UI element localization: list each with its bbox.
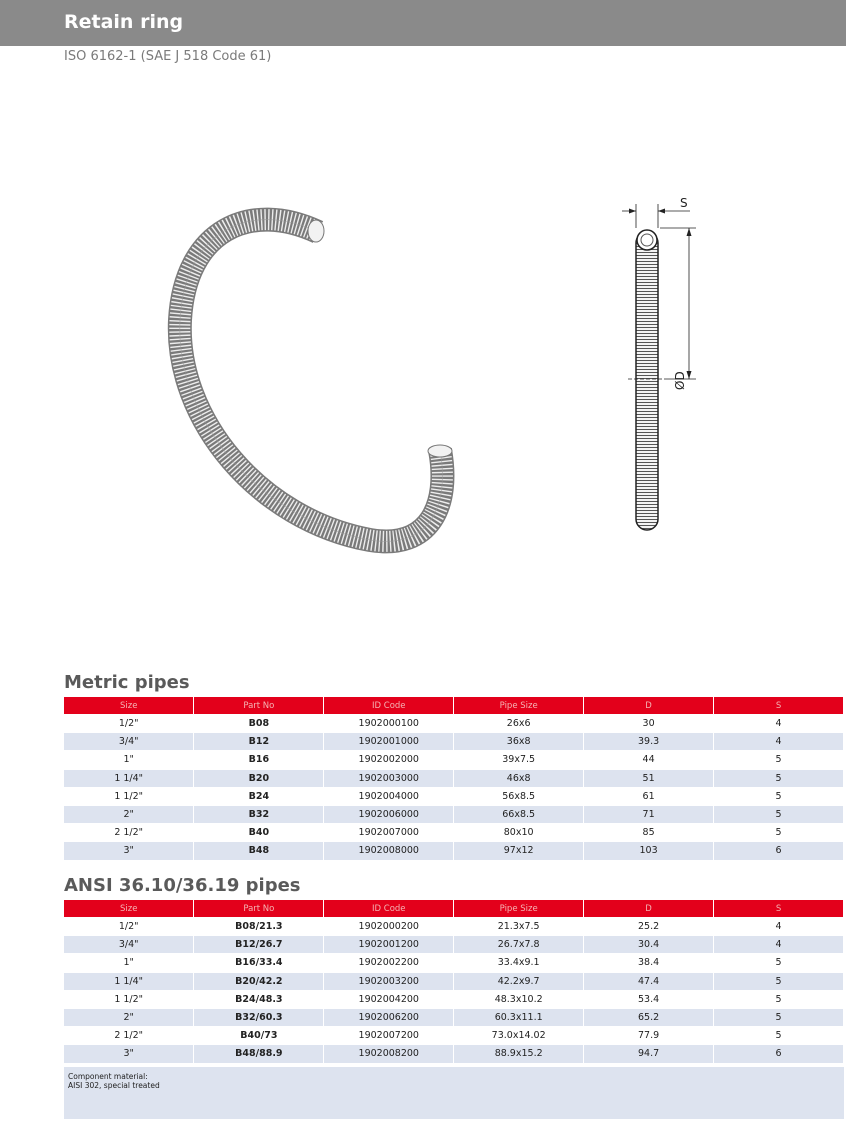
cell-id-code: 1902006000: [324, 805, 454, 823]
cell-s: 5: [714, 787, 844, 805]
cell-size: 3": [64, 1045, 194, 1063]
cell-id-code: 1902003200: [324, 972, 454, 990]
cell-s: 5: [714, 954, 844, 972]
table-row: [64, 1008, 844, 1026]
cell-d: 39.3: [584, 733, 714, 751]
column-header-pipe-size: Pipe Size: [454, 900, 584, 918]
table-row: [64, 936, 844, 954]
cell-id-code: 1902006200: [324, 1008, 454, 1026]
cell-s: 5: [714, 769, 844, 787]
cell-d: 30.4: [584, 936, 714, 954]
cell-pipe-size: 33.4x9.1: [454, 954, 584, 972]
dimension-s-label: S: [680, 196, 688, 210]
cell-size: 3/4": [64, 936, 194, 954]
cell-part-no: B16: [194, 751, 324, 769]
cell-pipe-size: 66x8.5: [454, 805, 584, 823]
cell-part-no: B16/33.4: [194, 954, 324, 972]
cell-pipe-size: 48.3x10.2: [454, 990, 584, 1008]
cell-part-no: B08/21.3: [194, 918, 324, 936]
header-bar: [0, 0, 846, 46]
cell-size: 1/2": [64, 918, 194, 936]
ansi-pipes-table: [64, 900, 844, 1063]
cell-id-code: 1902004200: [324, 990, 454, 1008]
cell-s: 5: [714, 1027, 844, 1045]
column-header-size: Size: [64, 900, 194, 918]
table-header-row: [64, 900, 844, 918]
cell-part-no: B20/42.2: [194, 972, 324, 990]
cell-d: 85: [584, 824, 714, 842]
table-row: [64, 1027, 844, 1045]
column-header-id-code: ID Code: [324, 900, 454, 918]
cell-id-code: 1902002200: [324, 954, 454, 972]
cell-size: 2": [64, 805, 194, 823]
cell-id-code: 1902000100: [324, 715, 454, 733]
cell-part-no: B24/48.3: [194, 990, 324, 1008]
cell-pipe-size: 21.3x7.5: [454, 918, 584, 936]
cell-pipe-size: 60.3x11.1: [454, 1008, 584, 1026]
cell-id-code: 1902004000: [324, 787, 454, 805]
column-header-part-no: Part No: [194, 697, 324, 715]
table-row: [64, 972, 844, 990]
column-header-id-code: ID Code: [324, 697, 454, 715]
cell-s: 4: [714, 936, 844, 954]
cell-part-no: B40/73: [194, 1027, 324, 1045]
cell-size: 2": [64, 1008, 194, 1026]
cell-size: 1": [64, 751, 194, 769]
cell-s: 4: [714, 715, 844, 733]
cell-s: 6: [714, 842, 844, 860]
cell-pipe-size: 88.9x15.2: [454, 1045, 584, 1063]
table-row: [64, 842, 844, 860]
ring-perspective-view: [180, 220, 452, 542]
cell-size: 1 1/2": [64, 787, 194, 805]
cell-size: 2 1/2": [64, 824, 194, 842]
column-header-d: D: [584, 697, 714, 715]
cell-id-code: 1902002000: [324, 751, 454, 769]
column-header-part-no: Part No: [194, 900, 324, 918]
metric-pipes-table: [64, 697, 844, 860]
table-row: [64, 1045, 844, 1063]
cell-d: 94.7: [584, 1045, 714, 1063]
cell-d: 103: [584, 842, 714, 860]
cell-d: 77.9: [584, 1027, 714, 1045]
cell-s: 5: [714, 972, 844, 990]
cell-d: 38.4: [584, 954, 714, 972]
ansi-section-title: ANSI 36.10/36.19 pipes: [64, 875, 301, 896]
table-header-row: [64, 697, 844, 715]
page-title: Retain ring: [64, 11, 184, 33]
cell-size: 3/4": [64, 733, 194, 751]
cell-d: 25.2: [584, 918, 714, 936]
cell-s: 4: [714, 733, 844, 751]
cell-d: 65.2: [584, 1008, 714, 1026]
cell-part-no: B08: [194, 715, 324, 733]
cell-d: 53.4: [584, 990, 714, 1008]
cell-pipe-size: 56x8.5: [454, 787, 584, 805]
cell-s: 5: [714, 751, 844, 769]
cell-id-code: 1902001000: [324, 733, 454, 751]
cell-s: 5: [714, 805, 844, 823]
dimension-d-label: ØD: [673, 371, 687, 390]
cell-pipe-size: 46x8: [454, 769, 584, 787]
table-row: [64, 751, 844, 769]
table-row: [64, 990, 844, 1008]
cell-d: 71: [584, 805, 714, 823]
cell-s: 4: [714, 918, 844, 936]
cell-id-code: 1902007000: [324, 824, 454, 842]
cell-d: 61: [584, 787, 714, 805]
cell-part-no: B24: [194, 787, 324, 805]
cell-s: 6: [714, 1045, 844, 1063]
standard-subtitle: ISO 6162-1 (SAE J 518 Code 61): [64, 49, 272, 64]
cell-pipe-size: 36x8: [454, 733, 584, 751]
cell-pipe-size: 97x12: [454, 842, 584, 860]
cell-id-code: 1902008200: [324, 1045, 454, 1063]
table-row: [64, 733, 844, 751]
material-note: [64, 1067, 844, 1119]
cell-id-code: 1902007200: [324, 1027, 454, 1045]
column-header-d: D: [584, 900, 714, 918]
cell-part-no: B12/26.7: [194, 936, 324, 954]
cell-s: 5: [714, 824, 844, 842]
cell-d: 51: [584, 769, 714, 787]
table-row: [64, 824, 844, 842]
metric-section-title: Metric pipes: [64, 672, 190, 693]
cell-size: 1/2": [64, 715, 194, 733]
cell-part-no: B20: [194, 769, 324, 787]
column-header-s: S: [714, 697, 844, 715]
material-note-text: AISI 302, special treated: [68, 1081, 160, 1090]
table-row: [64, 918, 844, 936]
cell-pipe-size: 26x6: [454, 715, 584, 733]
table-row: [64, 787, 844, 805]
cell-id-code: 1902003000: [324, 769, 454, 787]
table-row: [64, 954, 844, 972]
cell-pipe-size: 73.0x14.02: [454, 1027, 584, 1045]
cell-d: 30: [584, 715, 714, 733]
material-note-heading: Component material:: [68, 1072, 148, 1081]
cell-pipe-size: 39x7.5: [454, 751, 584, 769]
cell-pipe-size: 42.2x9.7: [454, 972, 584, 990]
cell-pipe-size: 80x10: [454, 824, 584, 842]
column-header-pipe-size: Pipe Size: [454, 697, 584, 715]
cell-part-no: B48: [194, 842, 324, 860]
cell-id-code: 1902000200: [324, 918, 454, 936]
cell-size: 1 1/2": [64, 990, 194, 1008]
column-header-size: Size: [64, 697, 194, 715]
table-row: [64, 769, 844, 787]
cell-size: 1 1/4": [64, 769, 194, 787]
cell-s: 5: [714, 990, 844, 1008]
cell-part-no: B32/60.3: [194, 1008, 324, 1026]
table-row: [64, 715, 844, 733]
cell-size: 1 1/4": [64, 972, 194, 990]
cell-d: 47.4: [584, 972, 714, 990]
cell-size: 1": [64, 954, 194, 972]
table-row: [64, 805, 844, 823]
cell-id-code: 1902001200: [324, 936, 454, 954]
cell-part-no: B48/88.9: [194, 1045, 324, 1063]
cell-size: 3": [64, 842, 194, 860]
cell-d: 44: [584, 751, 714, 769]
cell-part-no: B32: [194, 805, 324, 823]
ring-side-view: [622, 196, 696, 530]
cell-id-code: 1902008000: [324, 842, 454, 860]
cell-s: 5: [714, 1008, 844, 1026]
column-header-s: S: [714, 900, 844, 918]
cell-part-no: B12: [194, 733, 324, 751]
cell-pipe-size: 26.7x7.8: [454, 936, 584, 954]
cell-size: 2 1/2": [64, 1027, 194, 1045]
cell-part-no: B40: [194, 824, 324, 842]
retain-ring-illustration: [0, 150, 846, 600]
